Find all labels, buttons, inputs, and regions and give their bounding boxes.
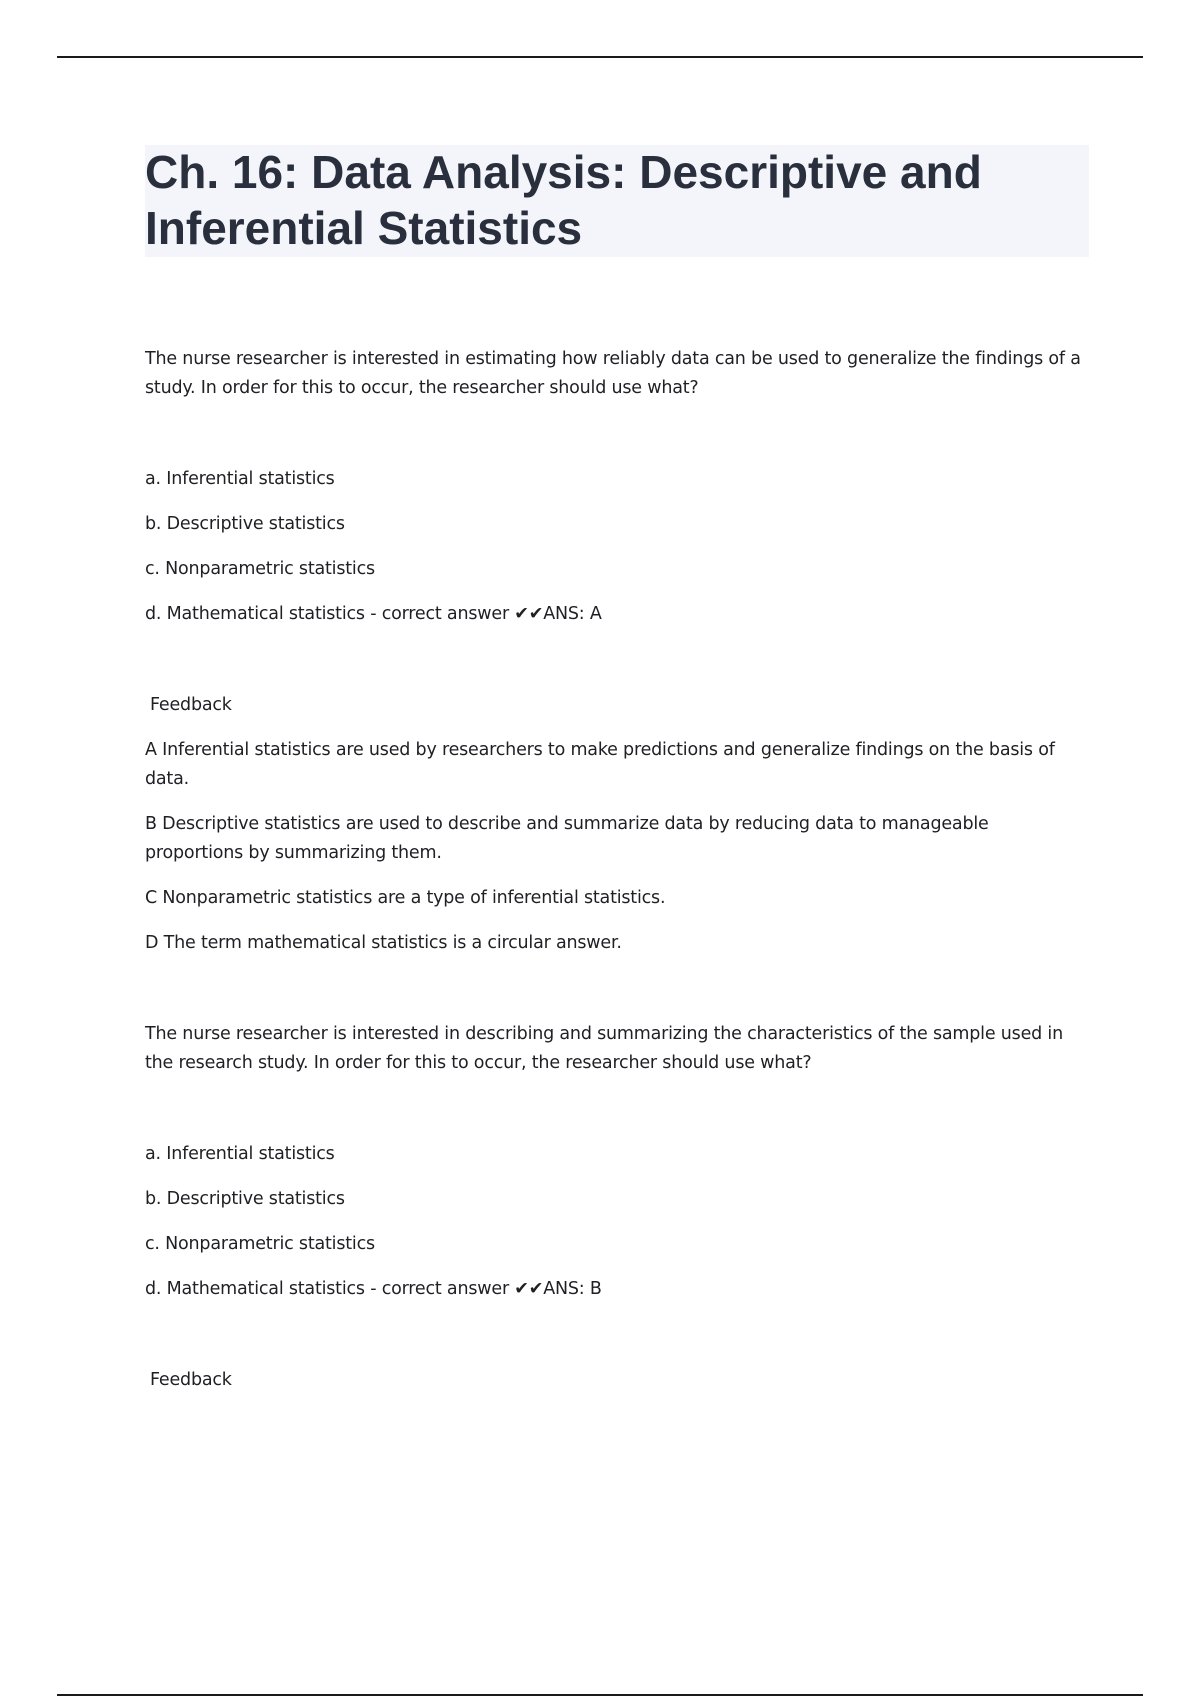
question-1-feedback-d: D The term mathematical statistics is a circular answer. [145,933,622,953]
question-2-option-d: d. Mathematical statistics - correct answer ✔✔ANS: B [145,1279,602,1299]
question-1-prompt: The nurse researcher is interested in estimating how reliably data can be used to generalize the findings of a study. In order for this to occur, the researcher should use what? [145,349,1081,398]
question-1-feedback-label: Feedback [150,695,232,715]
document-body [145,345,1090,1411]
top-rule [57,56,1143,58]
question-1-option-d: d. Mathematical statistics - correct answer ✔✔ANS: A [145,604,602,624]
question-1-option-a: a. Inferential statistics [145,469,335,489]
question-2-option-c: c. Nonparametric statistics [145,1234,375,1254]
page-title: Ch. 16: Data Analysis: Descriptive and Inferential Statistics [145,146,982,254]
question-1-feedback-c: C Nonparametric statistics are a type of inferential statistics. [145,888,666,908]
question-1-option-c: c. Nonparametric statistics [145,559,375,579]
question-2-option-a: a. Inferential statistics [145,1144,335,1164]
question-1-feedback-b: B Descriptive statistics are used to describe and summarize data by reducing data to manageable proportions by summarizing them. [145,814,989,863]
question-2-prompt: The nurse researcher is interested in describing and summarizing the characteristics of the sample used in the research study. In order for this to occur, the researcher should use what? [145,1024,1063,1073]
question-2-feedback-label: Feedback [150,1370,232,1390]
question-2-option-b: b. Descriptive statistics [145,1189,345,1209]
bottom-rule [57,1694,1143,1696]
question-1-option-b: b. Descriptive statistics [145,514,345,534]
question-1-feedback-a: A Inferential statistics are used by researchers to make predictions and generalize findings on the basis of data. [145,740,1055,789]
